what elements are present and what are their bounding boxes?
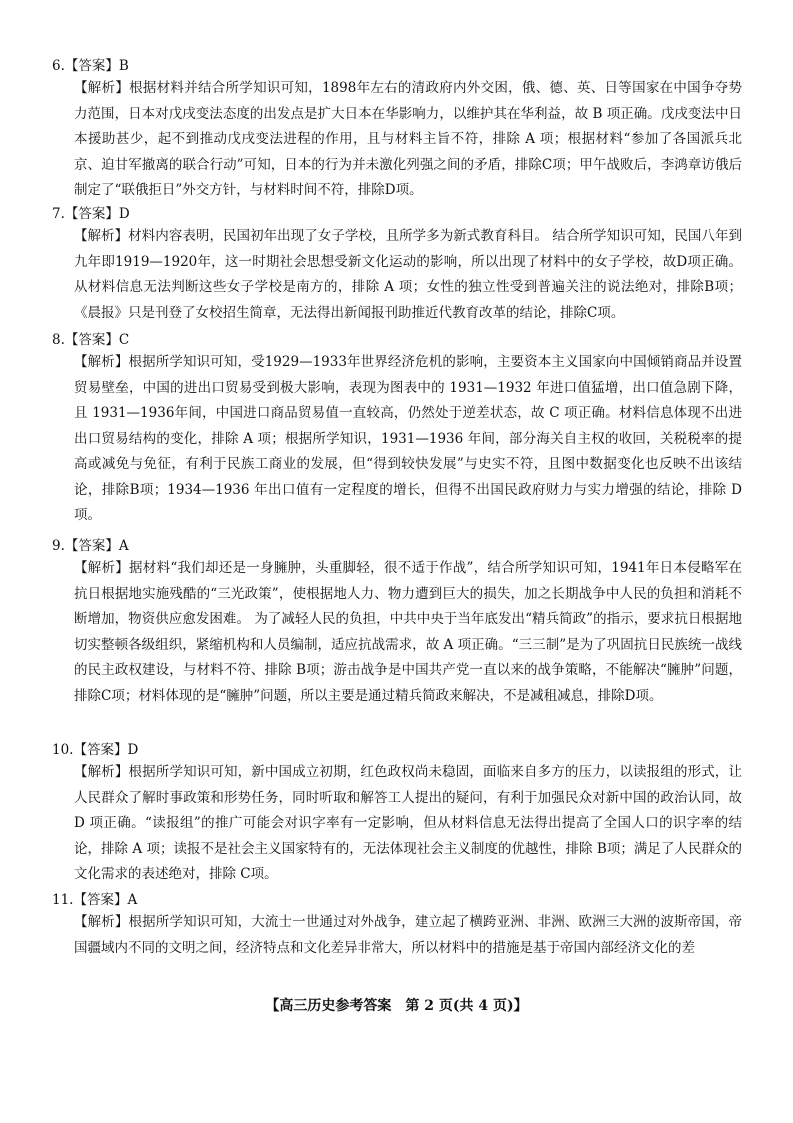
page-footer: 【高三历史参考答案 第 2 页(共 4 页)】 — [265, 998, 528, 1014]
answer-item-11 — [52, 890, 742, 961]
explanation-paragraph: 【解析】根据所学知识可知，大流士一世通过对外战争，建立起了横跨亚洲、非洲、欧洲三大洲的波斯帝国，帝国疆域内不同的文明之间，经济特点和文化差异非常大，所以材料中的措施是基于帝国内部经济文化的差 — [74, 914, 742, 956]
answer-line: 7.【答案】D — [52, 206, 130, 222]
answer-item-9 — [52, 536, 742, 709]
answer-item-6 — [52, 56, 742, 204]
explanation-paragraph: 【解析】据材料“我们却还是一身臃肿，头重脚轻，很不适于作战”，结合所学知识可知，1941年日本侵略军在抗日根据地实施残酷的“三光政策”，使根据地人力、物力遭到巨大的损失，加之长期战争中人民的负担和消耗不断增加，物资供应愈发困难。 为了减轻人民的负担，中共中央于当年底发出“精兵简政”的指示，要求抗日根据地切实整顿各级组织，紧缩机构和人员编制，适应抗战需求，故 A 项正确。“三三制”是为了巩固抗日民族统一战线的民主政权建设，与材料不符、排除 B项；游击战争是中国共产党一直以来的战争策略，不能解决“臃肿”问题，排除C项；材料体现的是“臃肿”问题，所以主要是通过精兵简政来解决，不是减租减息，排除D项。 — [74, 560, 742, 704]
answer-line: 11.【答案】A — [52, 892, 138, 908]
answer-item-10 — [52, 740, 742, 888]
answer-item-8 — [52, 330, 742, 529]
answer-line: 6.【答案】B — [52, 58, 129, 74]
answer-line: 9.【答案】A — [52, 538, 129, 554]
explanation-paragraph: 【解析】材料内容表明，民国初年出现了女子学校，且所学多为新式教育科目。 结合所学知识可知，民国八年到九年即1919—1920年，这一时期社会思想受新文化运动的影响，所以出现了材料中的女子学校，故D项正确。从材料信息无法判断这些女子学校是南方的，排除 A 项；女性的独立性受到普遍关注的说法绝对，排除B项；《晨报》只是刊登了女校招生简章，无法得出新闻报刊助推近代教育改革的结论，排除C项。 — [74, 228, 742, 321]
explanation-paragraph: 【解析】根据所学知识可知，新中国成立初期，红色政权尚未稳固，面临来自多方的压力，以读报组的形式，让人民群众了解时事政策和形势任务，同时听取和解答工人提出的疑问，有利于加强民众对新中国的政治认同，故D 项正确。“读报组”的推广可能会对识字率有一定影响，但从材料信息无法得出提高了全国人口的识字率的结论，排除 A 项；读报不是社会主义国家特有的，无法体现社会主义制度的优越性，排除 B项；满足了人民群众的文化需求的表述绝对，排除 C项。 — [74, 764, 742, 882]
answer-item-7 — [52, 204, 742, 326]
answer-line: 8.【答案】C — [52, 332, 130, 348]
answer-line: 10.【答案】D — [52, 742, 139, 758]
explanation-paragraph: 【解析】根据材料并结合所学知识可知，1898年左右的清政府内外交困，俄、德、英、日等国家在中国争夺势力范围，日本对戊戌变法态度的出发点是扩大日本在华影响力，以维护其在华利益，故 B 项正确。戊戌变法中日本援助甚少，起不到推动戊戌变法进程的作用，且与材料主旨不符，排除 A 项；根据材料“参加了各国派兵北京、迫甘军撤离的联合行动”可知，日本的行为并未激化列强之间的矛盾，排除C项；甲午战败后，李鸿章访俄后制定了“联俄拒日”外交方针，与材料时间不符，排除D项。 — [74, 80, 742, 198]
explanation-paragraph: 【解析】根据所学知识可知，受1929—1933年世界经济危机的影响，主要资本主义国家向中国倾销商品并设置贸易壁垒，中国的进出口贸易受到极大影响，表现为图表中的 1931—1932 年进口值猛增，出口值急剧下降，且 1931—1936年间，中国进口商品贸易值一直较高，仍然处于逆差状态，故 C 项正确。材料信息体现不出进出口贸易结构的变化，排除 A 项；根据所学知识，1931—1936 年间，部分海关自主权的收回，关税税率的提高或减免与免征，有利于民族工商业的发展，但“得到较快发展”与史实不符，且图中数据变化也反映不出该结论，排除B项；1934—1936 年出口值有一定程度的增长，但得不出国民政府财力与实力增强的结论，排除 D项。 — [74, 354, 742, 523]
